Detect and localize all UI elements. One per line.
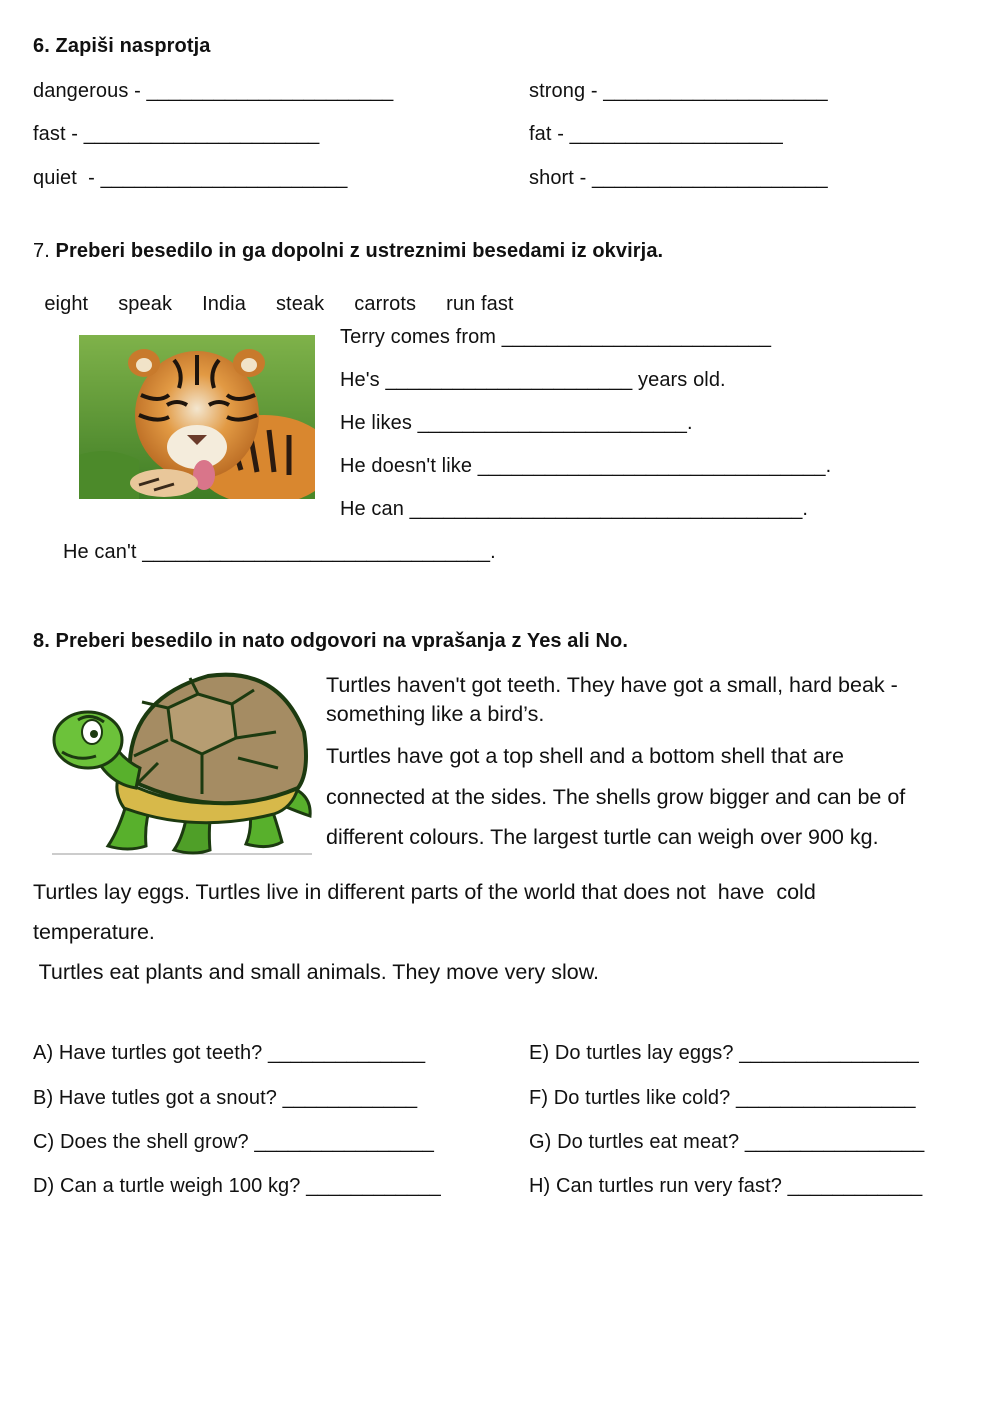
- text-line-2: something like a bird’s.: [326, 702, 545, 726]
- antonym-strong: strong - ____________________: [529, 80, 828, 102]
- text-line-1: Turtles haven't got teeth. They have got a small, hard beak -: [326, 673, 898, 697]
- section-7-title: Preberi besedilo in ga dopolni z ustreznimi besedami iz okvirja.: [55, 240, 664, 262]
- tiger-image: [79, 335, 315, 499]
- fill-line-doesnt-like: He doesn't like _______________________________.: [340, 455, 832, 477]
- text-line-7: temperature.: [33, 920, 155, 944]
- section-6-title: 6. Zapiši nasprotja: [33, 35, 211, 57]
- question-a: A) Have turtles got teeth? ______________: [33, 1042, 426, 1064]
- question-f: F) Do turtles like cold? ________________: [529, 1087, 916, 1109]
- question-h: H) Can turtles run very fast? ____________: [529, 1175, 923, 1197]
- fill-line-years-old: He's ______________________ years old.: [340, 369, 726, 391]
- antonym-short: short - _____________________: [529, 167, 828, 189]
- text-line-4: connected at the sides. The shells grow bigger and can be of: [326, 785, 906, 809]
- antonym-fast: fast - _____________________: [33, 123, 320, 145]
- word-bank-item: speak: [118, 293, 173, 315]
- word-bank-item: India: [202, 293, 246, 315]
- section-8-title: 8. Preberi besedilo in nato odgovori na vprašanja z Yes ali No.: [33, 630, 629, 652]
- fill-line-likes: He likes ________________________.: [340, 412, 693, 434]
- question-d: D) Can a turtle weigh 100 kg? ____________: [33, 1175, 441, 1197]
- fill-line-comes-from: Terry comes from ________________________: [340, 326, 772, 348]
- section-7-number: 7.: [33, 240, 56, 262]
- tiger-illustration: [79, 335, 315, 499]
- text-line-3: Turtles have got a top shell and a bottom shell that are: [326, 744, 844, 768]
- text-line-8: Turtles eat plants and small animals. They move very slow.: [33, 960, 600, 984]
- question-g: G) Do turtles eat meat? ________________: [529, 1131, 925, 1153]
- turtle-illustration: [48, 668, 316, 858]
- antonym-fat: fat - ___________________: [529, 123, 783, 145]
- word-bank-item: carrots: [354, 293, 417, 315]
- antonym-dangerous: dangerous - ______________________: [33, 80, 394, 102]
- word-bank: [33, 270, 544, 316]
- question-e: E) Do turtles lay eggs? ________________: [529, 1042, 919, 1064]
- question-b: B) Have tutles got a snout? ____________: [33, 1087, 418, 1109]
- word-bank-item: steak: [275, 293, 325, 315]
- turtle-image: [48, 668, 316, 858]
- word-bank-item: run fast: [446, 293, 514, 315]
- text-line-5: different colours. The largest turtle can weigh over 900 kg.: [326, 825, 879, 849]
- fill-line-can: He can ___________________________________.: [340, 498, 809, 520]
- fill-line-cant: He can't _______________________________.: [63, 541, 496, 563]
- antonym-quiet: quiet - ______________________: [33, 167, 348, 189]
- section-7-heading: [33, 240, 663, 263]
- word-bank-item: eight: [44, 293, 89, 315]
- question-c: C) Does the shell grow? ________________: [33, 1131, 434, 1153]
- text-line-6: Turtles lay eggs. Turtles live in different parts of the world that does not have cold: [33, 880, 816, 904]
